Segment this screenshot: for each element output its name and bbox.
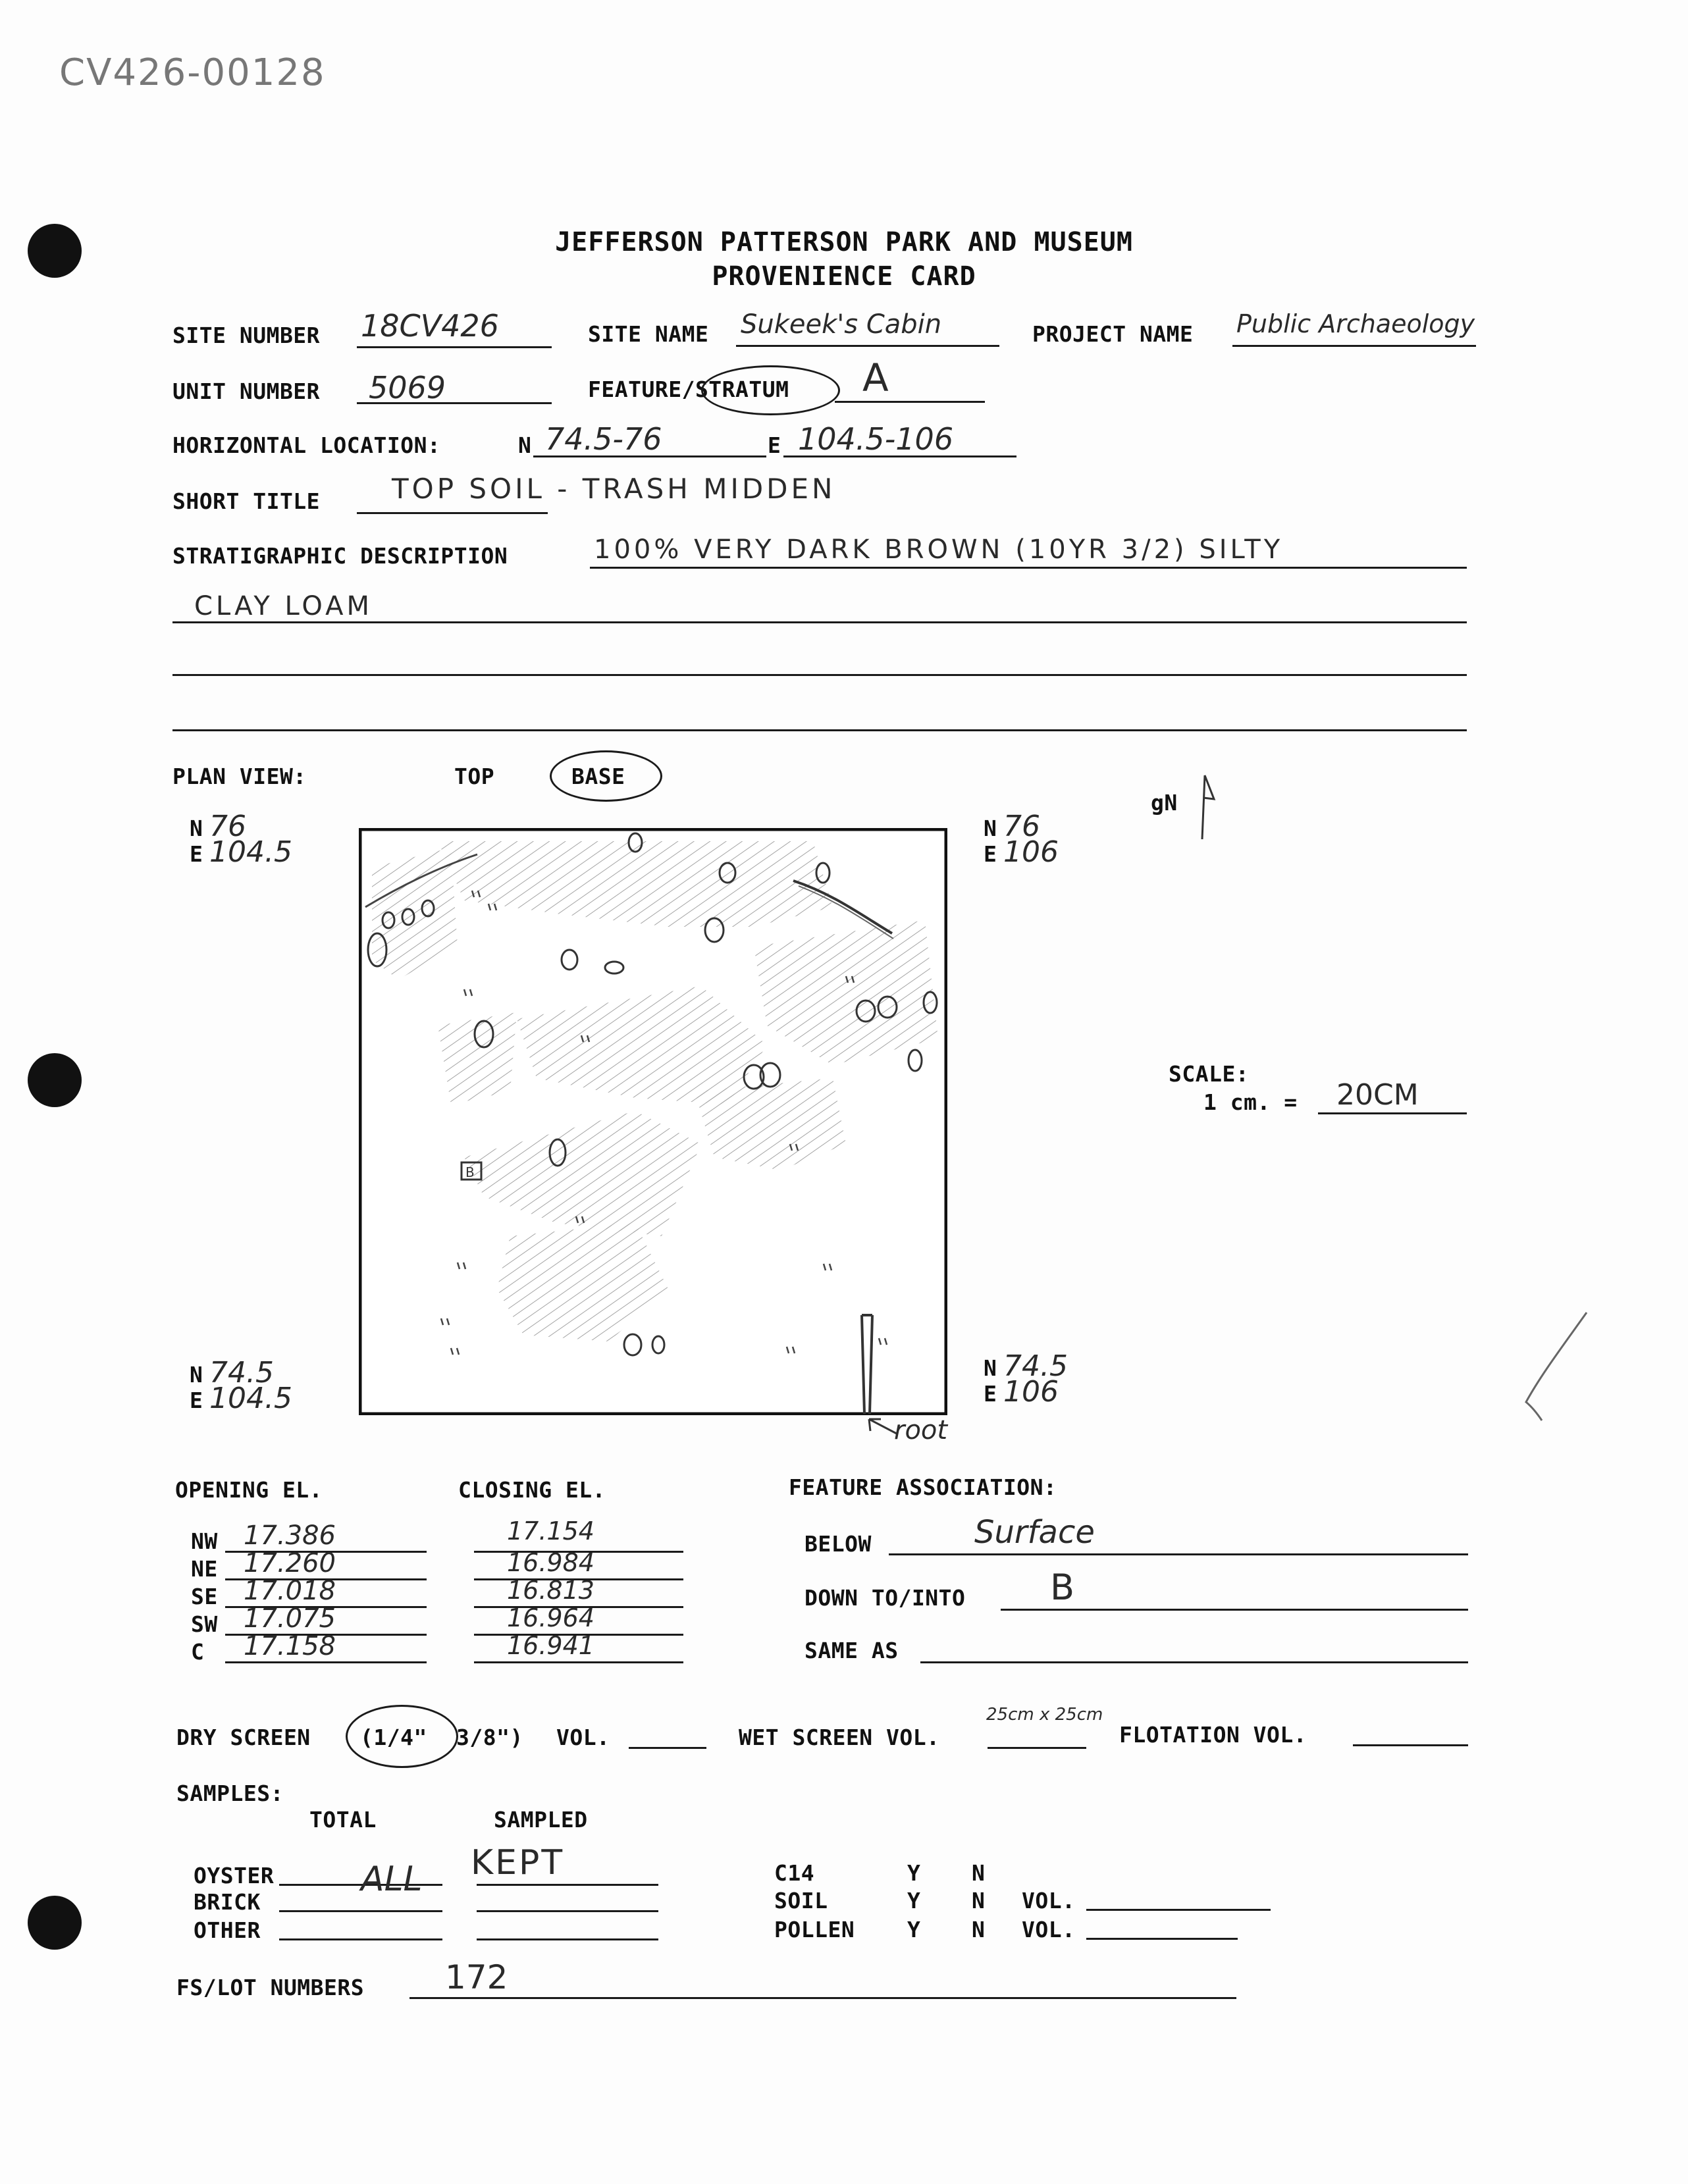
corner-sw-e: 104.5 — [209, 1382, 292, 1415]
root-note: root — [894, 1415, 948, 1445]
site-name-label: SITE NAME — [588, 321, 709, 347]
corner-label-se: SE — [191, 1584, 218, 1609]
corner-se — [984, 1349, 1068, 1409]
institution-title: JEFFERSON PATTERSON PARK AND MUSEUM — [555, 227, 1133, 257]
corner-label-c: C — [191, 1639, 205, 1665]
site-number-line — [357, 346, 552, 348]
elevation-table — [191, 1517, 704, 1665]
flotation-label: FLOTATION VOL. — [1119, 1722, 1307, 1748]
short-title-line — [357, 512, 548, 514]
pollen-yes[interactable]: Y — [907, 1917, 920, 1942]
flotation-line — [1353, 1744, 1468, 1746]
project-name-value[interactable]: Public Archaeology — [1236, 309, 1475, 338]
scale-value[interactable]: 20CM — [1336, 1078, 1419, 1112]
c14-no[interactable]: N — [972, 1860, 985, 1886]
project-name-label: PROJECT NAME — [1032, 321, 1194, 347]
corner-ne-n-label: N — [984, 816, 997, 841]
down-to-label: DOWN TO/INTO — [804, 1585, 966, 1611]
wet-screen-value[interactable]: 25cm x 25cm — [986, 1705, 1103, 1725]
corner-nw — [190, 810, 292, 869]
unit-number-value[interactable]: 5069 — [369, 370, 446, 405]
corner-se-e: 106 — [1003, 1375, 1059, 1409]
oyster-sampled-line — [477, 1884, 658, 1886]
soil-vol-line — [1086, 1909, 1271, 1911]
feature-stratum-line — [835, 401, 985, 403]
fs-lot-line — [409, 1997, 1236, 1999]
samples-sampled-value[interactable]: KEPT — [471, 1843, 565, 1883]
opening-el-c[interactable]: 17.158 — [244, 1631, 336, 1661]
soil-no[interactable]: N — [972, 1888, 985, 1913]
corner-nw-n-label: N — [190, 816, 203, 841]
pollen-label: POLLEN — [774, 1917, 855, 1942]
corner-ne-e: 106 — [1003, 835, 1059, 869]
other-label: OTHER — [194, 1917, 261, 1943]
site-name-line — [736, 345, 999, 347]
horizontal-n-label: N — [518, 432, 532, 458]
scale-label: SCALE: — [1169, 1061, 1250, 1087]
form-title: PROVENIENCE CARD — [712, 261, 976, 292]
fs-lot-label: FS/LOT NUMBERS — [176, 1975, 365, 2000]
corner-ne-e-label: E — [984, 841, 997, 867]
plan-view-sketch — [359, 828, 947, 1415]
binder-hole-bottom — [28, 1896, 82, 1950]
corner-se-n: 74.5 — [1003, 1349, 1068, 1383]
below-line — [889, 1553, 1468, 1555]
samples-label: SAMPLES: — [176, 1781, 284, 1806]
unit-number-label: UNIT NUMBER — [172, 378, 321, 404]
stratigraphic-label: STRATIGRAPHIC DESCRIPTION — [172, 543, 508, 569]
dry-screen-label: DRY SCREEN — [176, 1725, 311, 1750]
pollen-vol-line — [1086, 1938, 1238, 1940]
feature-stratum-value[interactable]: A — [862, 355, 889, 400]
corner-nw-n: 76 — [209, 810, 247, 843]
catalog-number: CV426-00128 — [59, 51, 326, 94]
other-total-line — [279, 1938, 442, 1940]
corner-ne — [984, 810, 1059, 869]
elevation-row-c — [191, 1631, 704, 1665]
below-value[interactable]: Surface — [974, 1514, 1095, 1551]
site-number-value[interactable]: 18CV426 — [361, 308, 499, 344]
wet-screen-line — [988, 1747, 1086, 1749]
samples-total-value[interactable]: ALL — [361, 1859, 423, 1899]
scale-unit-label: 1 cm. = — [1203, 1089, 1298, 1115]
oyster-label: OYSTER — [194, 1863, 275, 1888]
short-title-label: SHORT TITLE — [172, 488, 321, 514]
stratigraphic-line-3 — [172, 674, 1467, 676]
closing-el-ne[interactable]: 16.984 — [507, 1548, 594, 1577]
samples-sampled-label: SAMPLED — [494, 1807, 588, 1833]
down-to-line — [1001, 1609, 1468, 1611]
corner-label-ne: NE — [191, 1556, 218, 1582]
plan-view-top-option[interactable]: TOP — [454, 764, 495, 789]
stratigraphic-line-4 — [172, 729, 1467, 731]
dry-screen-option-quarter[interactable]: (1/4" — [360, 1725, 427, 1750]
below-label: BELOW — [804, 1531, 872, 1557]
corner-sw-n: 74.5 — [209, 1356, 274, 1390]
c14-label: C14 — [774, 1860, 815, 1886]
north-label: gN — [1151, 790, 1178, 816]
opening-el-label: OPENING EL. — [175, 1477, 323, 1503]
opening-el-ne[interactable]: 17.260 — [244, 1548, 336, 1578]
horizontal-e-value[interactable]: 104.5-106 — [798, 421, 954, 457]
brick-total-line — [279, 1910, 442, 1912]
brick-sampled-line — [477, 1910, 658, 1912]
project-name-line — [1232, 345, 1476, 347]
binder-hole-middle — [28, 1053, 82, 1107]
corner-se-e-label: E — [984, 1381, 997, 1407]
closing-el-label: CLOSING EL. — [458, 1477, 606, 1503]
corner-nw-e: 104.5 — [209, 835, 292, 869]
fs-lot-value[interactable]: 172 — [445, 1958, 508, 1996]
horizontal-e-label: E — [768, 432, 781, 458]
short-title-value[interactable]: TOP SOIL - TRASH MIDDEN — [392, 473, 836, 505]
pencil-mark — [1514, 1310, 1593, 1428]
stratigraphic-line-1 — [590, 567, 1467, 569]
pollen-no[interactable]: N — [972, 1917, 985, 1942]
corner-sw-n-label: N — [190, 1362, 203, 1388]
down-to-value[interactable]: B — [1050, 1567, 1075, 1608]
plan-view-label: PLAN VIEW: — [172, 764, 307, 789]
plan-view-base-option[interactable]: BASE — [571, 764, 625, 789]
brick-label: BRICK — [194, 1889, 261, 1915]
same-as-line — [920, 1661, 1468, 1663]
feature-stratum-label: FEATURE/STRATUM — [588, 377, 789, 402]
site-number-label: SITE NUMBER — [172, 323, 321, 348]
feature-association-label: FEATURE ASSOCIATION: — [789, 1474, 1057, 1500]
dry-screen-option-three-eighths[interactable]: 3/8") — [456, 1725, 523, 1750]
soil-vol-label: VOL. — [1022, 1888, 1076, 1913]
stratigraphic-line-2 — [172, 621, 1467, 623]
corner-ne-n: 76 — [1003, 810, 1041, 843]
corner-label-sw: SW — [191, 1611, 218, 1637]
soil-label: SOIL — [774, 1888, 828, 1913]
north-arrow-icon — [1190, 770, 1223, 843]
corner-label-nw: NW — [191, 1528, 218, 1554]
site-name-value[interactable]: Sukeek's Cabin — [741, 309, 942, 340]
corner-sw-e-label: E — [190, 1388, 203, 1413]
closing-el-nw[interactable]: 17.154 — [507, 1517, 594, 1546]
opening-el-nw[interactable]: 17.386 — [244, 1521, 336, 1551]
dry-screen-vol-label: VOL. — [556, 1725, 610, 1750]
opening-el-sw[interactable]: 17.075 — [244, 1603, 336, 1634]
closing-el-sw[interactable]: 16.964 — [507, 1603, 594, 1632]
stratigraphic-value-1[interactable]: 100% VERY DARK BROWN (10YR 3/2) SILTY — [594, 534, 1284, 565]
corner-sw — [190, 1356, 292, 1415]
opening-line-c — [225, 1661, 427, 1663]
soil-yes[interactable]: Y — [907, 1888, 920, 1913]
scale-line — [1318, 1112, 1467, 1114]
closing-el-c[interactable]: 16.941 — [507, 1631, 594, 1660]
stratum-circle — [701, 365, 840, 415]
horizontal-location-label: HORIZONTAL LOCATION: — [172, 432, 441, 458]
same-as-label: SAME AS — [804, 1638, 899, 1663]
closing-line-c — [474, 1661, 683, 1663]
other-sampled-line — [477, 1938, 658, 1940]
brick-marker-text: B — [465, 1164, 475, 1180]
corner-se-n-label: N — [984, 1355, 997, 1381]
wet-screen-label: WET SCREEN VOL. — [739, 1725, 940, 1750]
closing-el-se[interactable]: 16.813 — [507, 1576, 594, 1605]
c14-yes[interactable]: Y — [907, 1860, 920, 1886]
stratigraphic-value-2[interactable]: CLAY LOAM — [194, 591, 373, 621]
corner-nw-e-label: E — [190, 841, 203, 867]
samples-total-label: TOTAL — [309, 1807, 377, 1833]
pollen-vol-label: VOL. — [1022, 1917, 1076, 1942]
horizontal-n-value[interactable]: 74.5-76 — [545, 421, 662, 457]
dry-screen-vol-line — [629, 1747, 706, 1749]
opening-el-se[interactable]: 17.018 — [244, 1576, 336, 1606]
